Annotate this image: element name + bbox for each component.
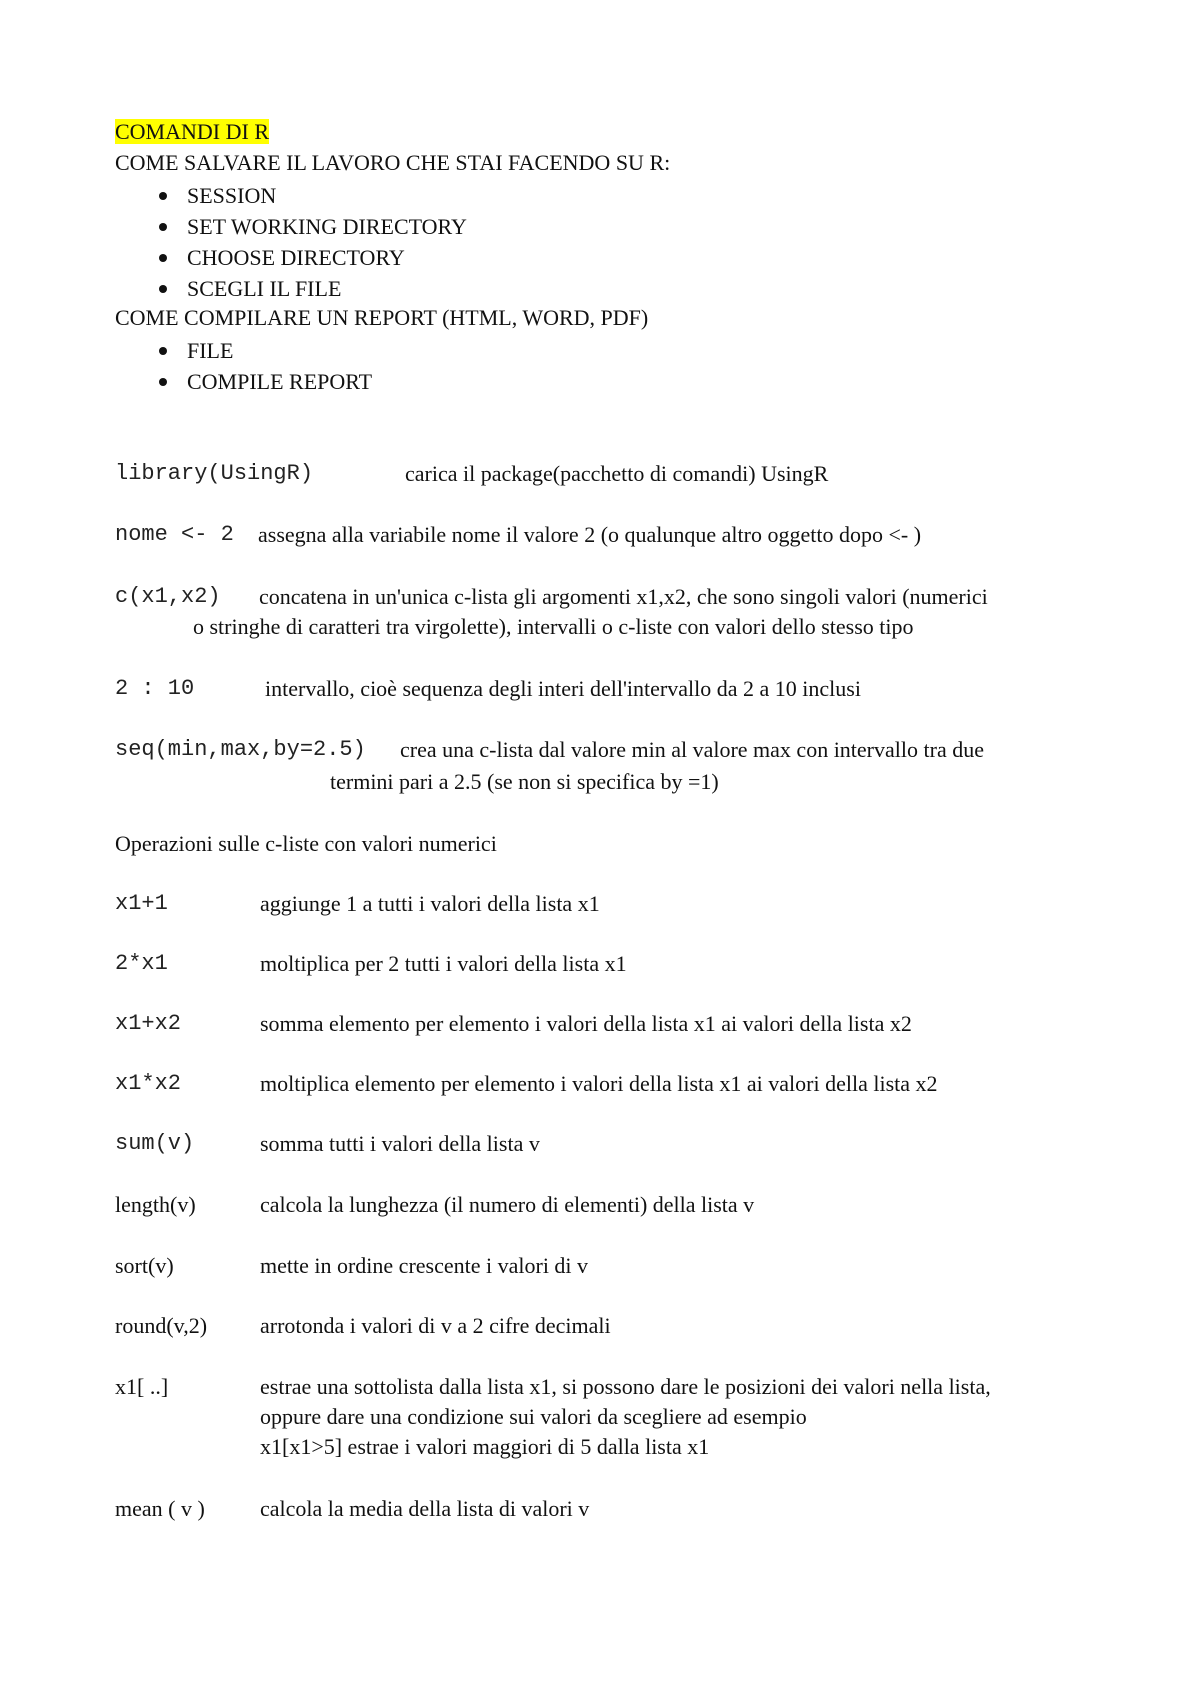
section-heading-report: COME COMPILARE UN REPORT (HTML, WORD, PDF) xyxy=(115,305,649,330)
operation-code: x1*x2 xyxy=(115,1071,182,1096)
list-item xyxy=(155,211,467,242)
bullet-icon xyxy=(159,192,167,200)
command-description-continued: termini pari a 2.5 (se non si specifica by =1) xyxy=(330,769,719,794)
bullet-icon xyxy=(159,378,167,386)
command-code: c(x1,x2) xyxy=(115,584,221,609)
operation-code: round(v,2) xyxy=(115,1313,208,1338)
document-title xyxy=(115,118,269,146)
list-item-label: SCEGLI IL FILE xyxy=(187,276,342,301)
list-item-label: FILE xyxy=(187,338,234,363)
command-code: seq(min,max,by=2.5) xyxy=(115,737,366,762)
command-description: assegna alla variabile nome il valore 2 (o qualunque altro oggetto dopo <- ) xyxy=(258,522,922,547)
command-description: concatena in un'unica c-lista gli argomenti x1,x2, che sono singoli valori (numerici xyxy=(259,584,988,609)
list-item-label: COMPILE REPORT xyxy=(187,369,373,394)
command-code: nome <- 2 xyxy=(115,522,234,547)
report-steps-list xyxy=(155,335,372,397)
operation-description-continued: oppure dare una condizione sui valori da scegliere ad esempio xyxy=(260,1404,807,1429)
operation-description: mette in ordine crescente i valori di v xyxy=(260,1253,589,1278)
operation-description: estrae una sottolista dalla lista x1, si possono dare le posizioni dei valori nella lista, xyxy=(260,1374,991,1399)
list-item xyxy=(155,180,467,211)
operation-description: calcola la lunghezza (il numero di elementi) della lista v xyxy=(260,1192,755,1217)
operation-description: aggiunge 1 a tutti i valori della lista x1 xyxy=(260,891,600,916)
operation-code: x1+1 xyxy=(115,891,168,916)
command-description: intervallo, cioè sequenza degli interi dell'intervallo da 2 a 10 inclusi xyxy=(265,676,861,701)
operation-code: mean ( v ) xyxy=(115,1496,205,1521)
save-steps-list xyxy=(155,180,467,304)
operation-description-continued: x1[x1>5] estrae i valori maggiori di 5 dalla lista x1 xyxy=(260,1434,710,1459)
operation-code: length(v) xyxy=(115,1192,196,1217)
list-item-label: SESSION xyxy=(187,183,277,208)
operation-code: sort(v) xyxy=(115,1253,174,1278)
command-code: 2 : 10 xyxy=(115,676,195,701)
command-description-continued: o stringhe di caratteri tra virgolette), intervalli o c-liste con valori dello stesso tipo xyxy=(193,614,914,639)
list-item xyxy=(155,366,372,397)
list-item-label: CHOOSE DIRECTORY xyxy=(187,245,405,270)
title-highlight: COMANDI DI R xyxy=(115,119,269,144)
operation-code: x1[ ..] xyxy=(115,1374,169,1399)
bullet-icon xyxy=(159,254,167,262)
operation-code: x1+x2 xyxy=(115,1011,182,1036)
operation-description: calcola la media della lista di valori v xyxy=(260,1496,590,1521)
operation-code: sum(v) xyxy=(115,1131,195,1156)
operation-description: somma tutti i valori della lista v xyxy=(260,1131,540,1156)
list-item xyxy=(155,335,372,366)
operation-description: moltiplica elemento per elemento i valori della lista x1 ai valori della lista x2 xyxy=(260,1071,938,1096)
list-item-label: SET WORKING DIRECTORY xyxy=(187,214,467,239)
bullet-icon xyxy=(159,347,167,355)
operation-description: moltiplica per 2 tutti i valori della lista x1 xyxy=(260,951,627,976)
operation-description: arrotonda i valori di v a 2 cifre decimali xyxy=(260,1313,611,1338)
section-heading-save: COME SALVARE IL LAVORO CHE STAI FACENDO SU R: xyxy=(115,150,671,175)
list-item xyxy=(155,273,467,304)
operation-code: 2*x1 xyxy=(115,951,168,976)
list-item xyxy=(155,242,467,273)
bullet-icon xyxy=(159,285,167,293)
bullet-icon xyxy=(159,223,167,231)
command-description: crea una c-lista dal valore min al valore max con intervallo tra due xyxy=(400,737,984,762)
command-description: carica il package(pacchetto di comandi) UsingR xyxy=(405,461,829,486)
operations-heading: Operazioni sulle c-liste con valori numerici xyxy=(115,831,497,856)
command-code: library(UsingR) xyxy=(115,461,314,486)
operation-description: somma elemento per elemento i valori della lista x1 ai valori della lista x2 xyxy=(260,1011,912,1036)
